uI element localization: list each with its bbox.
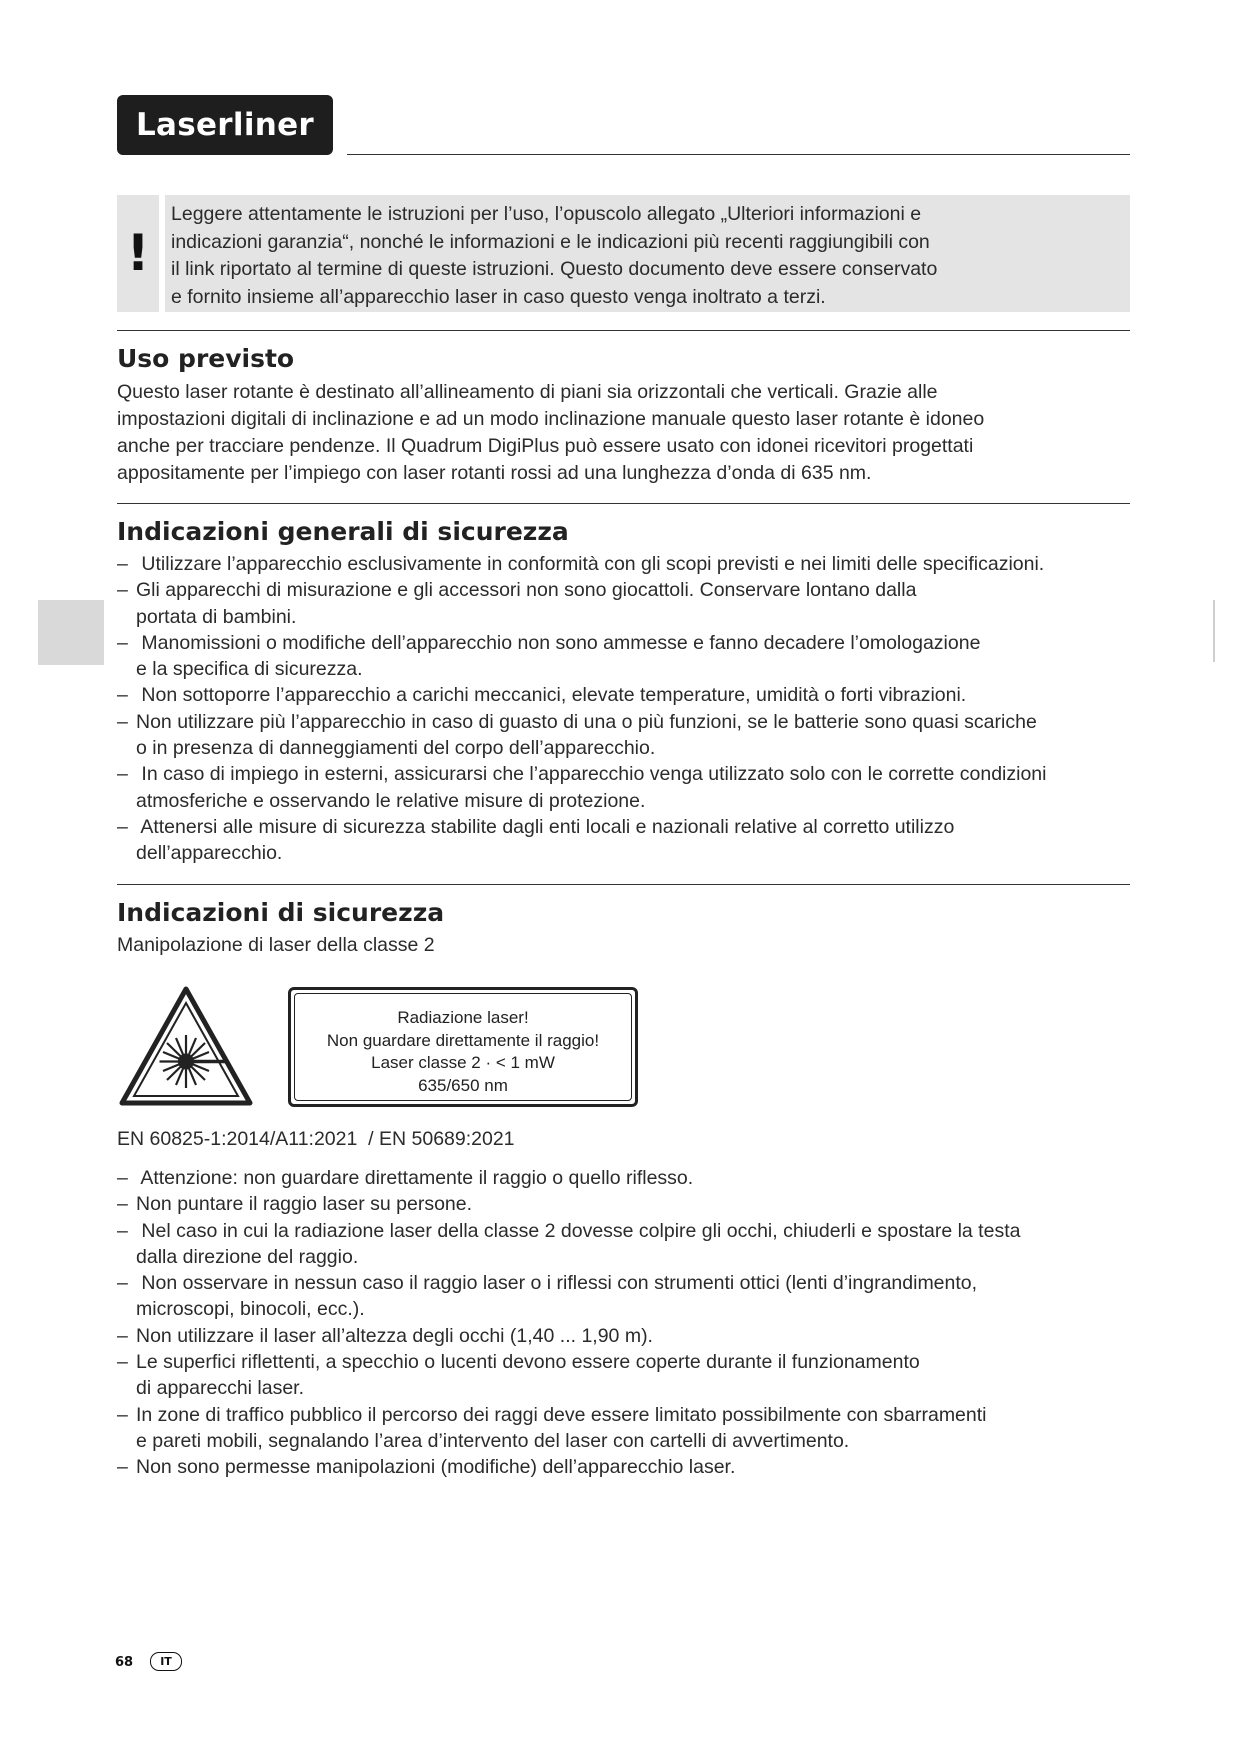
list-item-line: Non puntare il raggio laser su persone. (136, 1193, 473, 1216)
text-line: impostazioni digitali di inclinazione e ad un modo inclinazione manuale questo laser rotante è idoneo (117, 408, 985, 430)
list-item (117, 709, 1147, 762)
list-item-line: dell’apparecchio. (136, 842, 283, 865)
list-item (117, 1218, 1147, 1271)
list-item (117, 1454, 1147, 1480)
list-item-line: In caso di impiego in esterni, assicurarsi che l’apparecchio venga utilizzato solo con le corrette condizioni (136, 763, 1047, 786)
label-line: Laser classe 2 · < 1 mW (371, 1053, 555, 1072)
list-dash: – (117, 1351, 128, 1374)
list-dash: – (117, 710, 128, 733)
list-item-line: di apparecchi laser. (136, 1377, 305, 1400)
list-item-line: o in presenza di danneggiamenti del corpo dell’apparecchio. (136, 737, 656, 760)
list-item-line: Non utilizzare più l’apparecchio in caso di guasto di una o più funzioni, se le batterie sono quasi scariche (136, 710, 1037, 733)
list-item (117, 1349, 1147, 1402)
list-item-line: Le superfici riflettenti, a specchio o lucenti devono essere coperte durante il funzionamento (136, 1351, 920, 1374)
list-item-line: Gli apparecchi di misurazione e gli accessori non sono giocattoli. Conservare lontano dalla (136, 579, 917, 602)
list-dash: – (117, 1403, 128, 1426)
list-item (117, 630, 1147, 683)
intended-use-text (117, 379, 1130, 487)
section-title-intended-use: Uso previsto (117, 344, 295, 373)
notice-line: indicazioni garanzia“, nonché le informazioni e le indicazioni più recenti raggiungibili con (171, 230, 930, 253)
list-item-line: portata di bambini. (136, 605, 297, 628)
list-item-line: e la specifica di sicurezza. (136, 658, 363, 681)
section-title-general-safety: Indicazioni generali di sicurezza (117, 517, 569, 546)
laser-warning-label (288, 987, 638, 1107)
list-dash: – (117, 763, 128, 786)
side-tab-marker (38, 600, 104, 665)
list-dash: – (117, 1167, 128, 1189)
list-dash: – (117, 631, 128, 654)
list-item-line: Non sottoporre l’apparecchio a carichi meccanici, elevate temperature, umidità o forti vibrazioni. (136, 684, 967, 707)
list-item (117, 551, 1147, 577)
header-rule (347, 154, 1130, 155)
list-item-line: Non osservare in nessun caso il raggio laser o i riflessi con strumenti ottici (lenti d’ingrandimento, (136, 1272, 978, 1295)
list-dash: – (117, 553, 128, 575)
section-rule (117, 330, 1130, 331)
warning-exclamation-icon: ! (117, 195, 159, 312)
list-item (117, 761, 1147, 814)
list-item-line: Utilizzare l’apparecchio esclusivamente in conformità con gli scopi previsti e nei limiti delle specificazioni. (136, 553, 1045, 575)
label-line: 635/650 nm (418, 1075, 508, 1095)
section-title-laser-safety: Indicazioni di sicurezza (117, 898, 445, 927)
text-line: appositamente per l’impiego con laser rotanti rossi ad una lunghezza d’onda di 635 nm. (117, 462, 872, 484)
list-item-line: Non sono permesse manipolazioni (modifiche) dell’apparecchio laser. (136, 1456, 736, 1479)
list-dash: – (117, 1219, 128, 1242)
laser-safety-list (117, 1165, 1147, 1481)
list-item-line: Manomissioni o modifiche dell’apparecchio non sono ammesse e fanno decadere l’omologazione (136, 631, 981, 654)
section-rule (117, 503, 1130, 504)
list-dash: – (117, 1193, 128, 1216)
laser-warning-label-text (294, 993, 632, 1101)
notice-line: e fornito insieme all’apparecchio laser in caso questo venga inoltrato a terzi. (171, 285, 826, 308)
label-line: Radiazione laser! (397, 1008, 529, 1027)
standards-text: EN 60825-1:2014/A11:2021 / EN 50689:2021 (117, 1128, 515, 1150)
list-item (117, 1402, 1147, 1455)
list-item (117, 1165, 1147, 1191)
list-item-line: Attenersi alle misure di sicurezza stabilite dagli enti locali e nazionali relative al corretto utilizzo (136, 815, 955, 838)
list-dash: – (117, 1272, 128, 1295)
general-safety-list (117, 551, 1147, 867)
list-item-line: In zone di traffico pubblico il percorso dei raggi deve essere limitato possibilmente con sbarramenti (136, 1403, 987, 1426)
list-item-line: atmosferiche e osservando le relative misure di protezione. (136, 789, 646, 812)
list-item (117, 682, 1147, 708)
list-dash: – (117, 1456, 128, 1479)
list-dash: – (117, 815, 128, 838)
text-line: anche per tracciare pendenze. Il Quadrum DigiPlus può essere usato con idonei ricevitori progettati (117, 435, 974, 457)
list-item-line: microscopi, binocoli, ecc.). (136, 1298, 365, 1321)
list-item (117, 814, 1147, 867)
list-dash: – (117, 684, 128, 707)
language-badge: IT (150, 1652, 182, 1671)
brand-logo: Laserliner (117, 95, 333, 155)
list-item-line: Non utilizzare il laser all’altezza degli occhi (1,40 ... 1,90 m). (136, 1324, 653, 1347)
list-item (117, 577, 1147, 630)
list-item (117, 1191, 1147, 1217)
edge-mark (1213, 600, 1215, 662)
list-item-line: e pareti mobili, segnalando l’area d’intervento del laser con cartelli di avvertimento. (136, 1429, 850, 1452)
notice-box (117, 195, 1130, 312)
section-rule (117, 884, 1130, 885)
list-dash: – (117, 579, 128, 602)
page-number: 68 (115, 1655, 134, 1670)
label-line: Non guardare direttamente il raggio! (326, 1030, 600, 1050)
laser-warning-triangle-icon (119, 985, 253, 1107)
list-dash: – (117, 1324, 128, 1347)
list-item-line: dalla direzione del raggio. (136, 1245, 359, 1268)
notice-line: Leggere attentamente le istruzioni per l’uso, l’opuscolo allegato „Ulteriori informazioni e (171, 203, 922, 225)
notice-line: il link riportato al termine di queste istruzioni. Questo documento deve essere conservato (171, 258, 938, 280)
text-line: Questo laser rotante è destinato all’allineamento di piani sia orizzontali che verticali. Grazie alle (117, 381, 938, 403)
notice-text (165, 195, 1130, 312)
list-item (117, 1270, 1147, 1323)
list-item (117, 1323, 1147, 1349)
list-item-line: Nel caso in cui la radiazione laser della classe 2 dovesse colpire gli occhi, chiuderli e spostare la testa (136, 1219, 1021, 1242)
laser-class-subtitle: Manipolazione di laser della classe 2 (117, 934, 435, 956)
list-item-line: Attenzione: non guardare direttamente il raggio o quello riflesso. (136, 1167, 694, 1189)
